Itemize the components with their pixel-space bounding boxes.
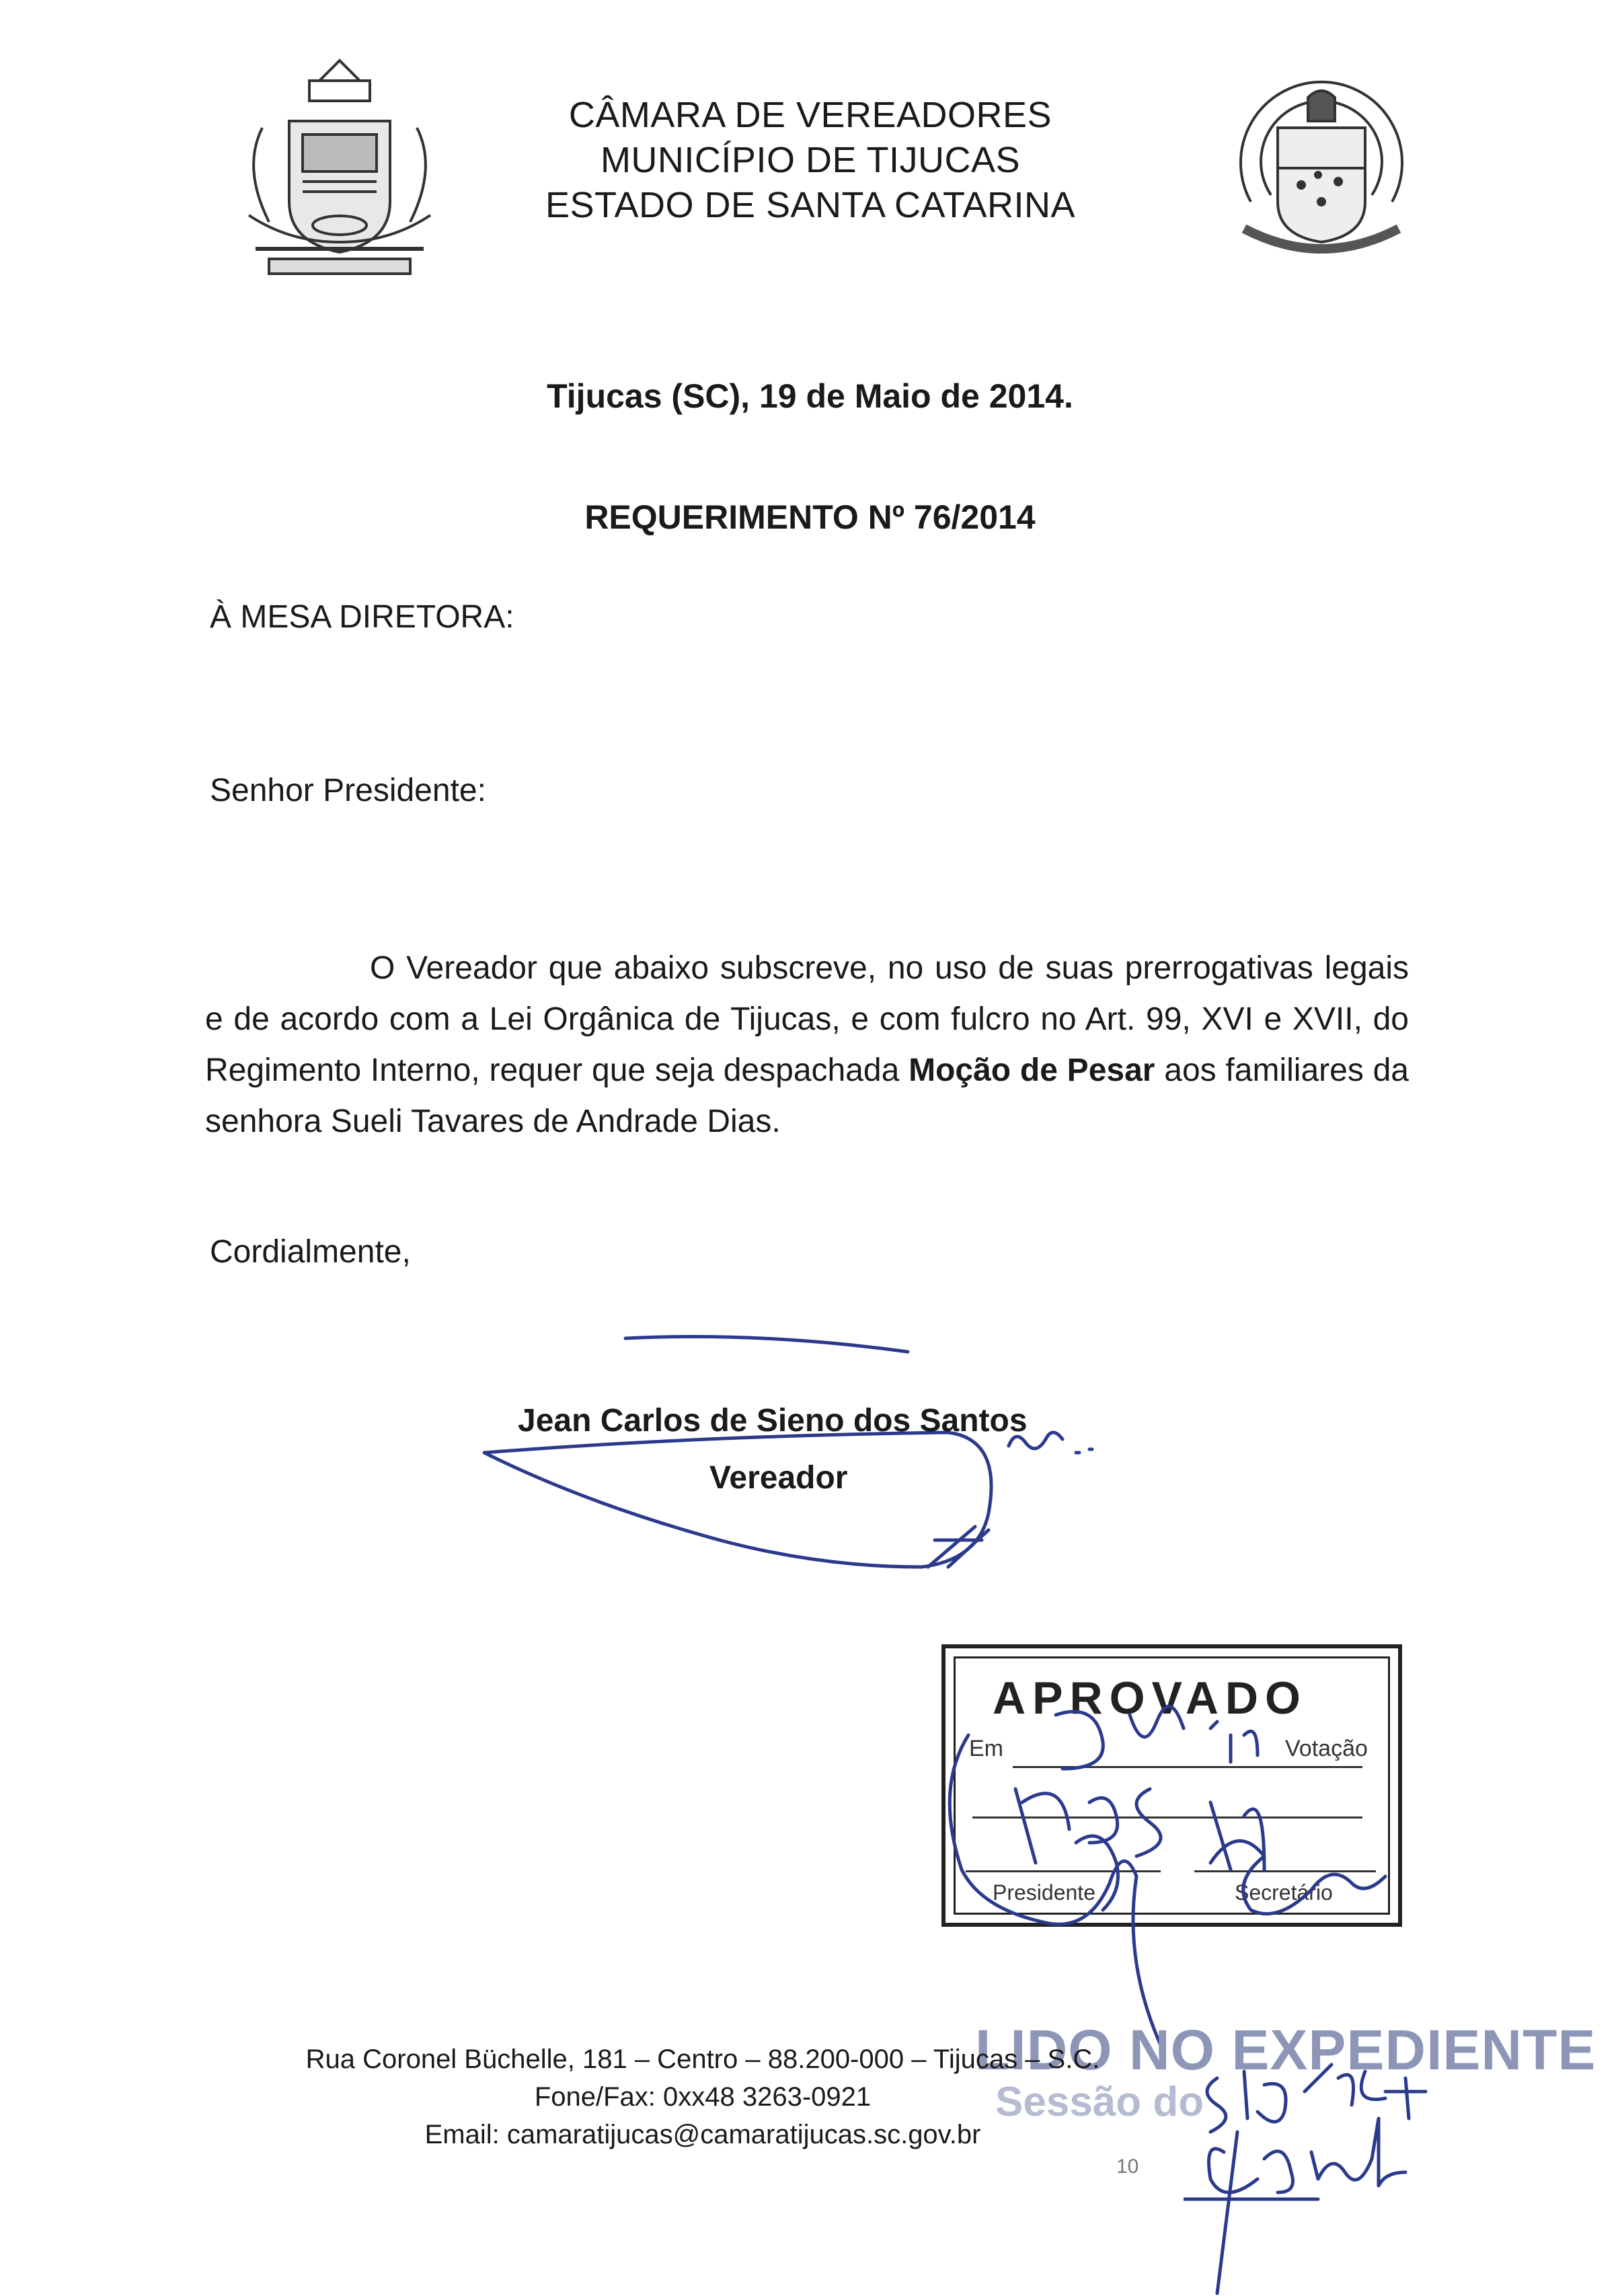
lido-stamp-line-2: Sessão do bbox=[995, 2079, 1204, 2125]
date-line: Tijucas (SC), 19 de Maio de 2014. bbox=[547, 377, 1073, 415]
signature-icon bbox=[471, 1325, 1224, 1580]
header-line-1: CÂMARA DE VEREADORES bbox=[568, 95, 1052, 135]
header-line-3: ESTADO DE SANTA CATARINA bbox=[545, 185, 1076, 225]
legislative-seal-icon bbox=[1224, 67, 1419, 269]
closing: Cordialmente, bbox=[210, 1234, 411, 1270]
body-bold-text: Moção de Pesar bbox=[909, 1053, 1155, 1088]
stamp-votacao-label: Votação bbox=[1285, 1736, 1368, 1761]
footer-address: Rua Coronel Büchelle, 181 – Centro – 88.200-000 – Tijucas – S.C. bbox=[305, 2044, 1100, 2074]
footer-handwriting-icon bbox=[1184, 2051, 1466, 2296]
body-text-1: O Vereador que abaixo subscreve, no uso de suas prerrogativas legais e de acordo com a Lei Orgânica de Tijucas, e com fulcro no Art. 99, XVI e XVII, do Regimento Interno, requer que seja despachada bbox=[205, 950, 1409, 1088]
footer-phone: Fone/Fax: 0xx48 3263-0921 bbox=[534, 2082, 872, 2112]
body-paragraph bbox=[205, 943, 1409, 1147]
signer-role: Vereador bbox=[709, 1460, 848, 1496]
coat-of-arms-icon bbox=[229, 47, 451, 276]
stamp-title: APROVADO bbox=[993, 1673, 1307, 1724]
stamp-em-label: Em bbox=[969, 1736, 1003, 1761]
stamp-presidente-label: Presidente bbox=[993, 1880, 1095, 1905]
salutation: Senhor Presidente: bbox=[210, 773, 486, 808]
page-number: 10 bbox=[1116, 2155, 1139, 2178]
lido-stamp-line-1: LIDO NO EXPEDIENTE bbox=[975, 2018, 1596, 2081]
body-text-2: aos familiares da senhora Sueli Tavares de Andrade Dias. bbox=[205, 1053, 1409, 1139]
addressee: À MESA DIRETORA: bbox=[210, 599, 514, 635]
stamp-secretario-label: Secretário bbox=[1235, 1880, 1333, 1905]
signer-name: Jean Carlos de Sieno dos Santos bbox=[518, 1403, 1028, 1439]
footer-email: Email: camaratijucas@camaratijucas.sc.gov.br bbox=[424, 2120, 981, 2149]
document-title: REQUERIMENTO Nº 76/2014 bbox=[584, 498, 1036, 536]
header-line-2: MUNICÍPIO DE TIJUCAS bbox=[600, 140, 1021, 180]
